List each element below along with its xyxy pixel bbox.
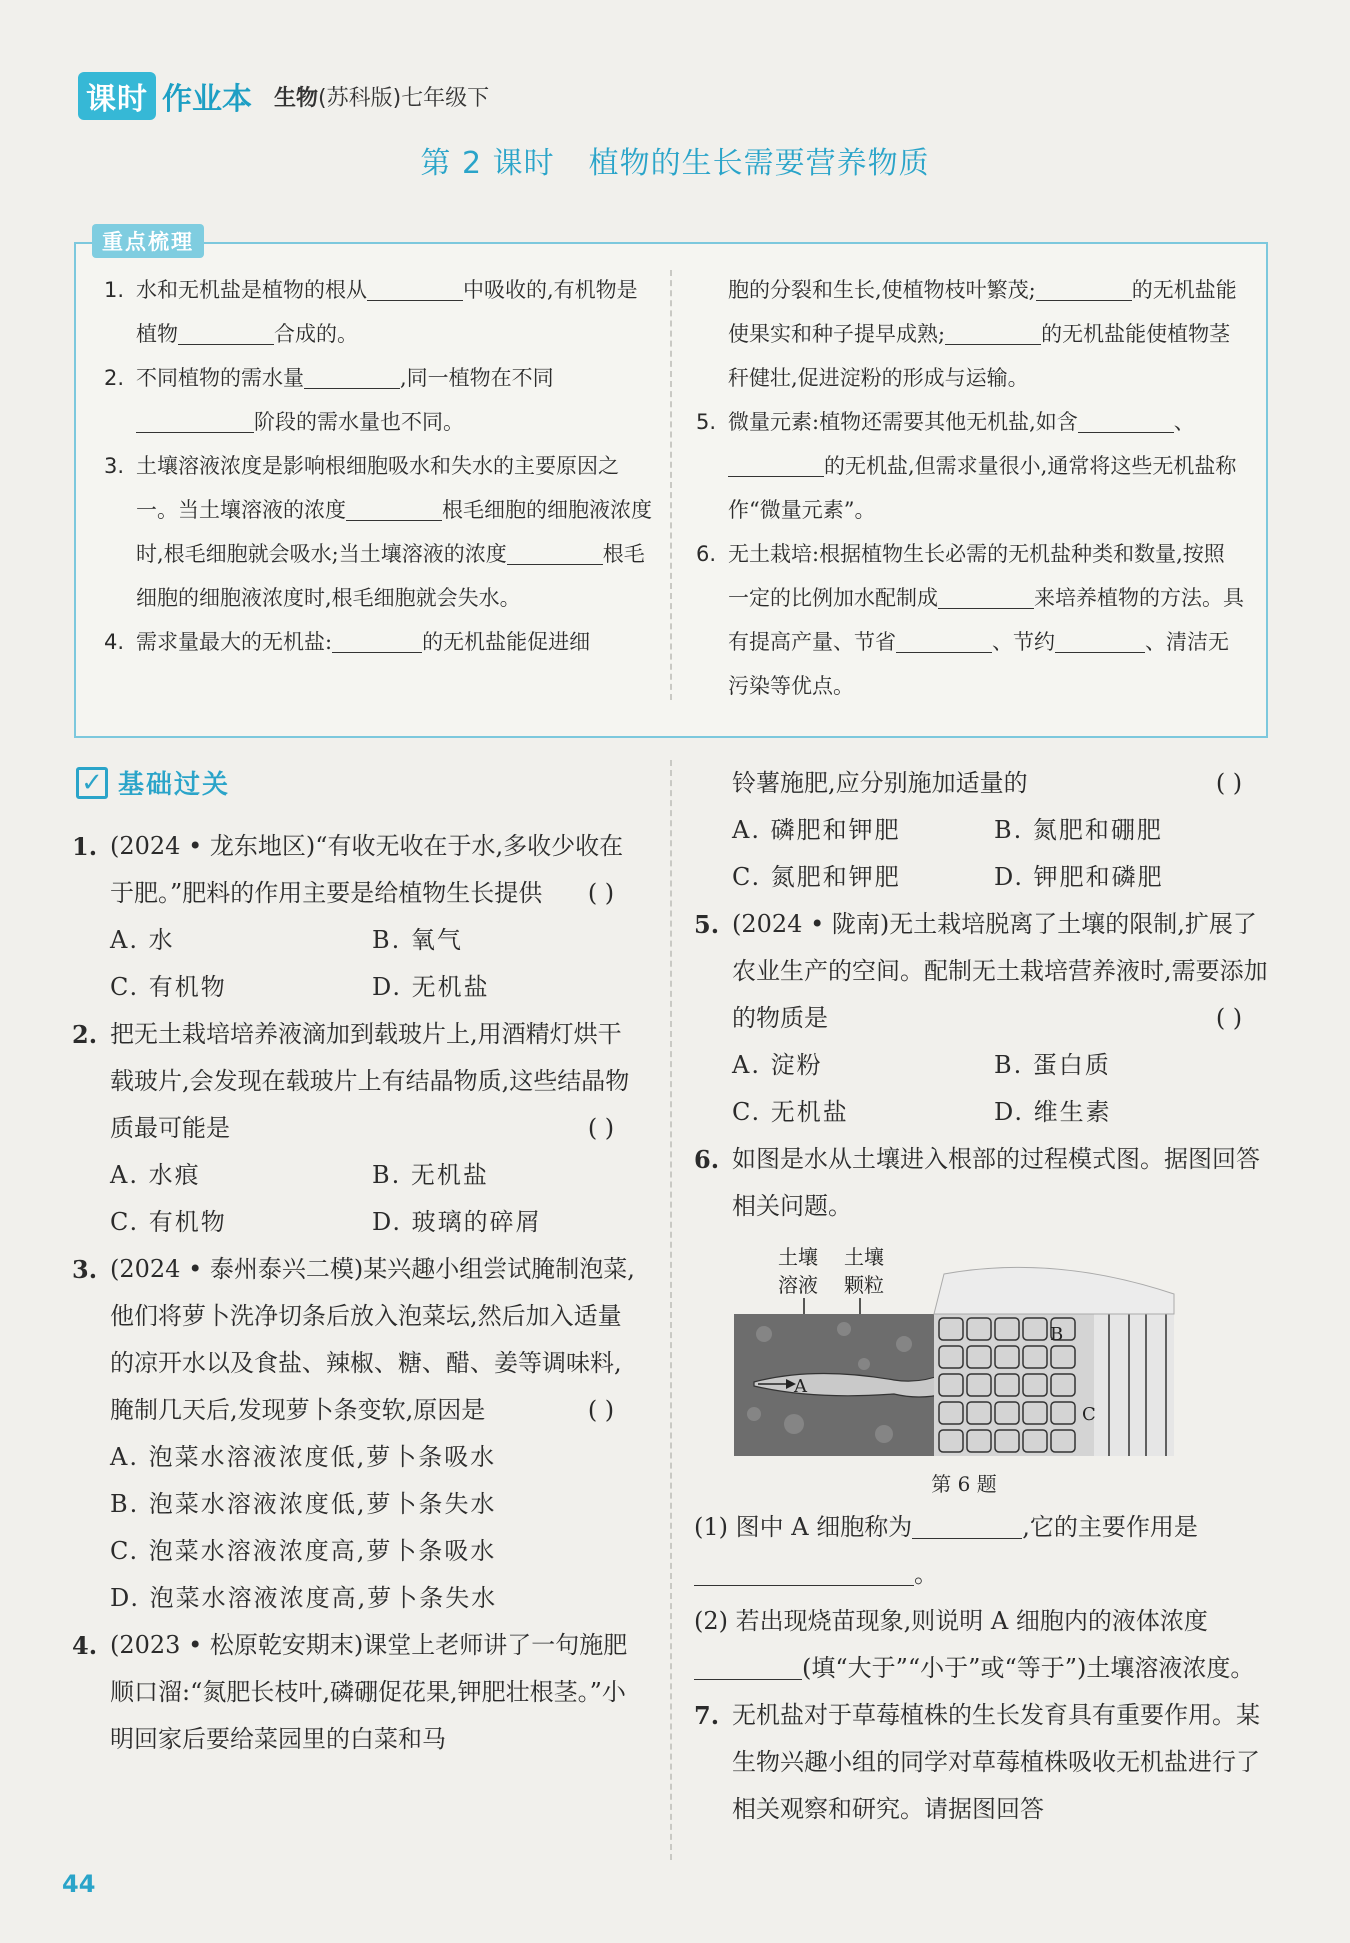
label-a: A [794,1376,807,1397]
key-point-5: 5. 微量元素:植物还需要其他无机盐,如含 、的无机盐,但需求量很小,通常将这些无机盐称作“微量元素”。 [696,410,1237,522]
key-points-tag: 重点梳理 [92,224,204,258]
key-point-2: 2. 不同植物的需水量 ,同一植物在不同阶段的需水量也不同。 [104,366,554,434]
answer-parentheses[interactable]: ( ) [587,1114,615,1142]
question-1: 1. (2024 • 龙东地区)“有收无收在于水,多收少收在于肥。”肥料的作用主要是给植物生长提供 ( ) [72,823,642,917]
key-point-6: 6. 无土栽培:根据植物生长必需的无机盐种类和数量,按照一定的比例加水配制成 来培养植物的方法。具有提高产量、节省 、节约 、清洁无污染等优点。 [696,542,1244,698]
checkbox-icon: ✓ [76,767,108,799]
option-a[interactable]: A. 水痕 [110,1161,201,1189]
option-c[interactable]: C. 氮肥和钾肥 [732,863,901,891]
option-b[interactable]: B. 氧气 [372,926,463,954]
key-points-right-column [696,268,1244,708]
option-b[interactable]: B. 无机盐 [372,1161,489,1189]
question-6-part-1: (1) 图中 A 细胞称为 ,它的主要作用是。 [694,1513,1198,1588]
question-6-part-2: (2) 若出现烧苗现象,则说明 A 细胞内的液体浓度(填“大于”“小于”或“等于”)土壤溶液浓度。 [694,1607,1255,1682]
label-soil-particle-2: 颗粒 [844,1273,884,1297]
edition-label: (苏科版)七年级下 [318,85,490,111]
label-soil-solution-1: 土壤 [778,1245,818,1269]
label-soil-solution-2: 溶液 [778,1273,818,1297]
question-2-options [72,1152,642,1246]
label-c: C [1082,1404,1096,1425]
answer-blank[interactable] [1078,408,1174,433]
brand-suffix: 作业本 [162,82,252,117]
option-d[interactable]: D. 无机盐 [372,973,490,1001]
option-b[interactable]: B. 氮肥和硼肥 [994,816,1163,844]
answer-parentheses[interactable]: ( ) [1215,769,1243,797]
question-2: 2. 把无土栽培培养液滴加到载玻片上,用酒精灯烘干载玻片,会发现在载玻片上有结晶物质,这些结晶物质最可能是 ( ) [72,1011,642,1152]
label-b: B [1050,1324,1064,1345]
answer-blank[interactable] [346,496,442,521]
answer-parentheses[interactable]: ( ) [587,879,615,907]
lesson-number: 第 2 课时 [420,146,555,181]
answer-blank[interactable] [912,1514,1022,1539]
brand-logo: 课时 [78,72,156,120]
question-1-options [72,917,642,1011]
answer-blank[interactable] [1055,628,1145,653]
answer-blank[interactable] [728,452,824,477]
answer-blank[interactable] [694,1655,802,1680]
key-point-4: 4. 需求量最大的无机盐: 的无机盐能促进细 [104,630,591,654]
answer-blank[interactable] [938,584,1034,609]
option-d[interactable]: D. 钾肥和磷肥 [994,863,1164,891]
question-4-options [694,807,1270,901]
answer-blank[interactable] [136,408,254,433]
question-3-options [72,1434,642,1622]
option-b[interactable]: B. 蛋白质 [994,1051,1111,1079]
option-b[interactable]: B. 泡菜水溶液浓度低,萝卜条失水 [110,1490,497,1518]
key-point-1: 1. 水和无机盐是植物的根从 中吸收的,有机物是植物 合成的。 [104,278,638,346]
key-points-left-column [104,268,652,664]
option-a[interactable]: A. 淀粉 [732,1051,823,1079]
question-7: 7. 无机盐对于草莓植株的生长发育具有重要作用。某生物兴趣小组的同学对草莓植株吸收无机盐进行了相关观察和研究。请据图回答 [694,1701,1260,1823]
question-5-options [694,1042,1270,1136]
answer-parentheses[interactable]: ( ) [1215,1004,1243,1032]
section-title: 基础过关 [118,770,231,800]
subject-label: 生物 [274,85,319,111]
answer-blank[interactable] [178,320,274,345]
answer-parentheses[interactable]: ( ) [587,1396,615,1424]
answer-blank[interactable] [1036,276,1132,301]
lesson-name: 植物的生长需要营养物质 [588,146,930,181]
page-header [78,72,489,120]
answer-blank[interactable] [896,628,992,653]
answer-blank[interactable] [304,364,400,389]
option-c[interactable]: C. 泡菜水溶液浓度高,萝卜条吸水 [110,1537,497,1565]
question-5: 5. (2024 • 陇南)无土栽培脱离了土壤的限制,扩展了农业生产的空间。配制无土栽培营养液时,需要添加的物质是 ( ) [694,901,1270,1042]
answer-blank[interactable] [507,540,603,565]
answer-blank[interactable] [367,276,463,301]
column-divider [670,760,672,1860]
answer-blank[interactable] [945,320,1041,345]
questions-right-column [694,760,1270,1833]
question-4-continued: 铃薯施肥,应分别施加适量的 ( ) [694,760,1270,807]
answer-blank[interactable] [694,1561,914,1586]
figure-caption: 第 6 题 [931,1472,997,1496]
root-water-absorption-figure [734,1234,1194,1464]
key-point-3: 3. 土壤溶液浓度是影响根细胞吸水和失水的主要原因之一。当土壤溶液的浓度 根毛细胞的细胞液浓度时,根毛细胞就会吸水;当土壤溶液的浓度 根毛细胞的细胞液浓度时,根毛细胞就会失水。 [104,454,652,610]
book-info [274,81,489,112]
label-soil-particle-1: 土壤 [844,1245,884,1269]
answer-blank[interactable] [332,628,422,653]
option-c[interactable]: C. 无机盐 [732,1098,849,1126]
root-diagram [734,1234,1194,1464]
key-point-4-continued: 胞的分裂和生长,使植物枝叶繁茂; 的无机盐能使果实和种子提早成熟; 的无机盐能使植物茎秆健壮,促进淀粉的形成与运输。 [728,278,1237,390]
option-d[interactable]: D. 维生素 [994,1098,1112,1126]
page-number: 44 [62,1870,96,1898]
questions-left-column [72,823,642,1763]
question-6: 6. 如图是水从土壤进入根部的过程模式图。据图回答相关问题。 [694,1145,1260,1220]
column-divider [670,270,672,700]
option-d[interactable]: D. 玻璃的碎屑 [372,1208,542,1236]
option-a[interactable]: A. 水 [110,926,175,954]
option-a[interactable]: A. 泡菜水溶液浓度低,萝卜条吸水 [110,1443,497,1471]
option-c[interactable]: C. 有机物 [110,973,227,1001]
question-3: 3. (2024 • 泰州泰兴二模)某兴趣小组尝试腌制泡菜,他们将萝卜洗净切条后放入泡菜坛,然后加入适量的凉开水以及食盐、辣椒、糖、醋、姜等调味料,腌制几天后,发现萝卜条变软,原因是 ( ) [72,1246,642,1434]
question-4: 4. (2023 • 松原乾安期末)课堂上老师讲了一句施肥顺口溜:“氮肥长枝叶,磷硼促花果,钾肥壮根茎。”小明回家后要给菜园里的白菜和马 [72,1631,628,1753]
option-a[interactable]: A. 磷肥和钾肥 [732,816,901,844]
page-title [0,138,1350,182]
option-c[interactable]: C. 有机物 [110,1208,227,1236]
option-d[interactable]: D. 泡菜水溶液浓度高,萝卜条失水 [110,1584,498,1612]
section-header [76,764,230,801]
